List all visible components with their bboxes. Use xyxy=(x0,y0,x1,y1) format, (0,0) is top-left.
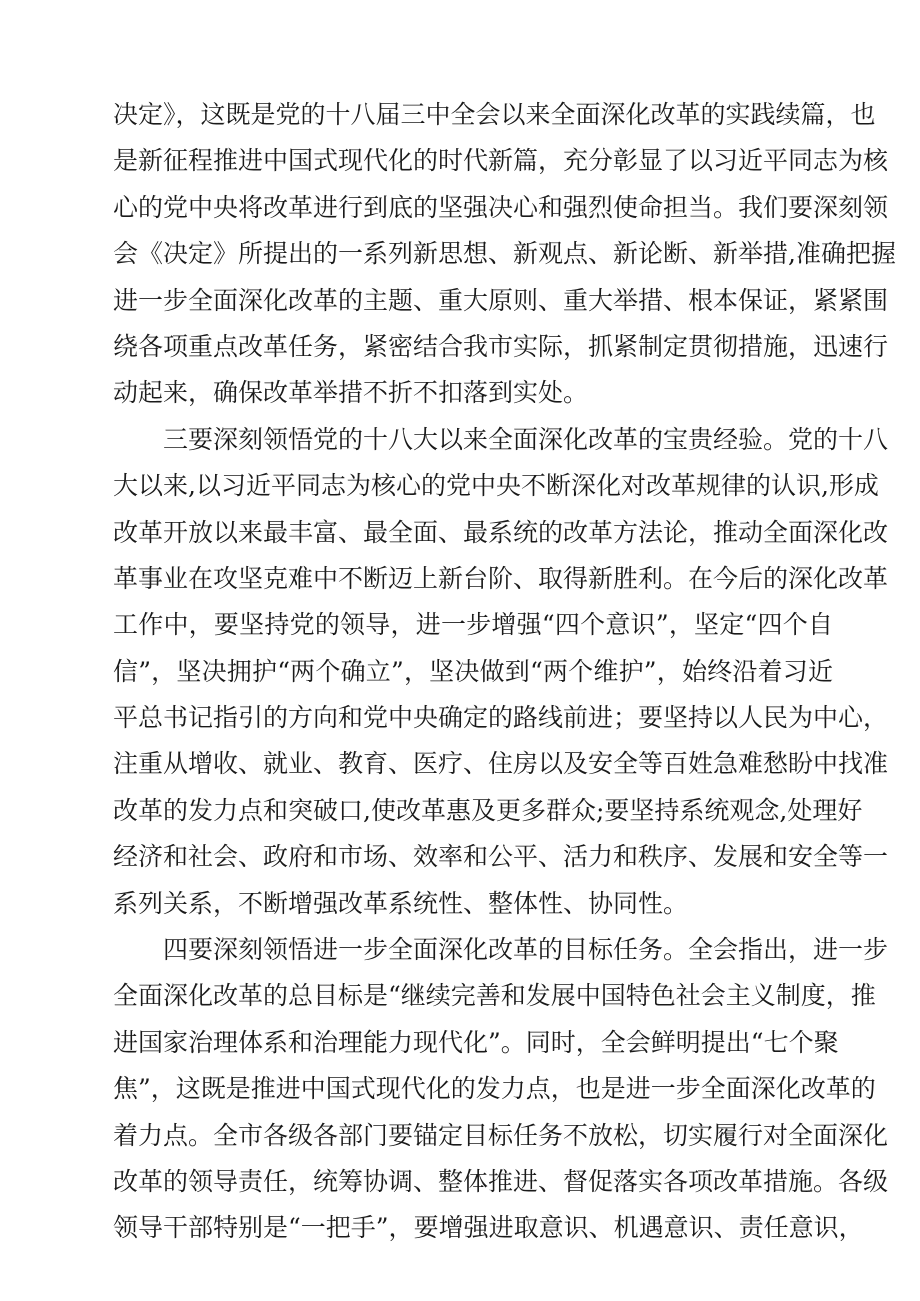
text-line: 革事业在攻坚克难中不断迈上新台阶、取得新胜利。在今后的深化改革 xyxy=(113,563,889,593)
text-line: 动起来，确保改革举措不折不扣落到实处。 xyxy=(113,378,589,408)
text-line: 工作中，要坚持党的领导，进一步增强“四个意识”，坚定“四个自 xyxy=(113,610,833,640)
text-line: 改革的领导责任，统筹协调、整体推进、督促落实各项改革措施。各级 xyxy=(113,1166,889,1196)
text-line: 领导干部特别是“一把手”，要增强进取意识、机遇意识、责任意识， xyxy=(113,1213,864,1243)
document-body xyxy=(113,92,896,1252)
paragraph-first-line: 三要深刻领悟党的十八大以来全面深化改革的宝贵经验。党的十八 xyxy=(163,424,889,454)
text-line: 会《决定》所提出的一系列新思想、新观点、新论断、新举措,准确把握 xyxy=(113,239,896,269)
text-line: 经济和社会、政府和市场、效率和公平、活力和秩序、发展和安全等一 xyxy=(113,842,889,872)
text-line: 注重从增收、就业、教育、医疗、住房以及安全等百姓急难愁盼中找准 xyxy=(113,749,889,779)
text-line: 焦”，这既是推进中国式现代化的发力点，也是进一步全面深化改革的 xyxy=(113,1074,876,1104)
text-line: 进一步全面深化改革的主题、重大原则、重大举措、根本保证，紧紧围 xyxy=(113,285,889,315)
text-line: 信”，坚决拥护“两个确立”，坚决做到“两个维护”，始终沿着习近 xyxy=(113,656,833,686)
text-line: 平总书记指引的方向和党中央确定的路线前进；要坚持以人民为中心， xyxy=(113,703,889,733)
paragraph-first-line: 四要深刻领悟进一步全面深化改革的目标任务。全会指出，进一步 xyxy=(163,935,889,965)
text-line: 全面深化改革的总目标是“继续完善和发展中国特色社会主义制度，推 xyxy=(113,981,876,1011)
text-line: 大以来,以习近平同志为核心的党中央不断深化对改革规律的认识,形成 xyxy=(113,471,879,501)
text-line: 着力点。全市各级各部门要锚定目标任务不放松，切实履行对全面深化 xyxy=(113,1120,889,1150)
text-line: 心的党中央将改革进行到底的坚强决心和强烈使命担当。我们要深刻领 xyxy=(113,192,889,222)
text-line: 进国家治理体系和治理能力现代化”。同时，全会鲜明提出“七个聚 xyxy=(113,1027,839,1057)
text-line: 决定》，这既是党的十八届三中全会以来全面深化改革的实践续篇，也 xyxy=(113,100,876,129)
text-line: 绕各项重点改革任务，紧密结合我市实际，抓紧制定贯彻措施，迅速行 xyxy=(113,331,889,361)
text-line: 改革的发力点和突破口,使改革惠及更多群众;要坚持系统观念,处理好 xyxy=(113,795,863,825)
text-line: 改革开放以来最丰富、最全面、最系统的改革方法论，推动全面深化改 xyxy=(113,517,889,547)
text-line: 系列关系，不断增强改革系统性、整体性、协同性。 xyxy=(113,888,689,918)
text-line: 是新征程推进中国式现代化的时代新篇，充分彰显了以习近平同志为核 xyxy=(113,146,889,176)
